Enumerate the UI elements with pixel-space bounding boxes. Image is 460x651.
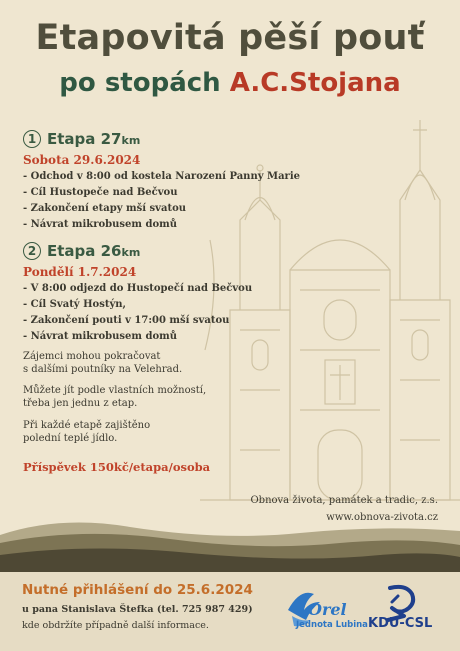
stage-1-title	[47, 130, 140, 148]
stage-2-title	[47, 242, 140, 260]
note-lunch	[23, 419, 150, 445]
page-title: Etapovitá pěší pouť	[35, 18, 425, 58]
stage-1-day: Sobota 29.6.2024	[23, 153, 141, 167]
registration-info: kde obdržíte případně další informace.	[22, 620, 209, 631]
list-item: - Odchod v 8:00 od kostela Narození Panny Marie	[23, 169, 300, 185]
note-line: s dalšími poutníky na Velehrad.	[23, 364, 183, 375]
stage-2-unit: km	[121, 246, 141, 259]
price-text: Příspěvek 150kč/etapa/osoba	[23, 460, 211, 474]
list-item: - Cíl Hustopeče nad Bečvou	[23, 185, 300, 201]
note-continue	[23, 350, 182, 376]
orel-logo-text: Orel	[308, 600, 347, 619]
note-line: polední teplé jídlo.	[23, 433, 118, 444]
stage-2-title-text: Etapa 26	[47, 242, 122, 260]
stage-2	[23, 240, 252, 345]
list-item: - V 8:00 odjezd do Hustopečí nad Bečvou	[23, 281, 252, 297]
note-line: třeba jen jednu z etap.	[23, 398, 138, 409]
organization-web[interactable]: www.obnova-zivota.cz	[326, 512, 438, 523]
kdu-logo-icon	[362, 582, 442, 644]
note-line: Při každé etapě zajištěno	[23, 420, 151, 431]
list-item: - Zakončení etapy mší svatou	[23, 201, 300, 217]
stage-1-number: 1	[23, 130, 41, 148]
list-item: - Návrat mikrobusem domů	[23, 329, 252, 345]
registration-contact: u pana Stanislava Štefka (tel. 725 987 429)	[22, 604, 253, 615]
stage-1-items	[23, 169, 300, 233]
kdu-logo-text: KDU-CSL	[368, 616, 433, 631]
stage-2-number: 2	[23, 242, 41, 260]
stage-1	[23, 128, 300, 233]
orel-subtitle: Jednota Lubina	[296, 620, 368, 630]
subtitle-accent: A.C.Stojana	[229, 68, 401, 98]
note-line: Zájemci mohou pokračovat	[23, 351, 161, 362]
stage-1-unit: km	[121, 134, 141, 147]
organization	[250, 492, 438, 526]
stage-2-items	[23, 281, 252, 345]
stage-2-header	[23, 240, 252, 262]
list-item: - Cíl Svatý Hostýn,	[23, 297, 252, 313]
page-subtitle	[0, 68, 460, 98]
registration-title: Nutné přihlášení do 25.6.2024	[22, 582, 253, 598]
stage-2-day: Pondělí 1.7.2024	[23, 265, 137, 279]
subtitle-prefix: po stopách	[59, 68, 230, 98]
stage-1-header	[23, 128, 300, 150]
footer	[0, 572, 460, 651]
note-flexible	[23, 384, 206, 410]
organization-name: Obnova života, památek a tradic, z.s.	[250, 495, 438, 506]
list-item: - Zakončení pouti v 17:00 mší svatou	[23, 313, 252, 329]
stage-1-title-text: Etapa 27	[47, 130, 122, 148]
note-line: Můžete jít podle vlastních možností,	[23, 385, 207, 396]
list-item: - Návrat mikrobusem domů	[23, 217, 300, 233]
